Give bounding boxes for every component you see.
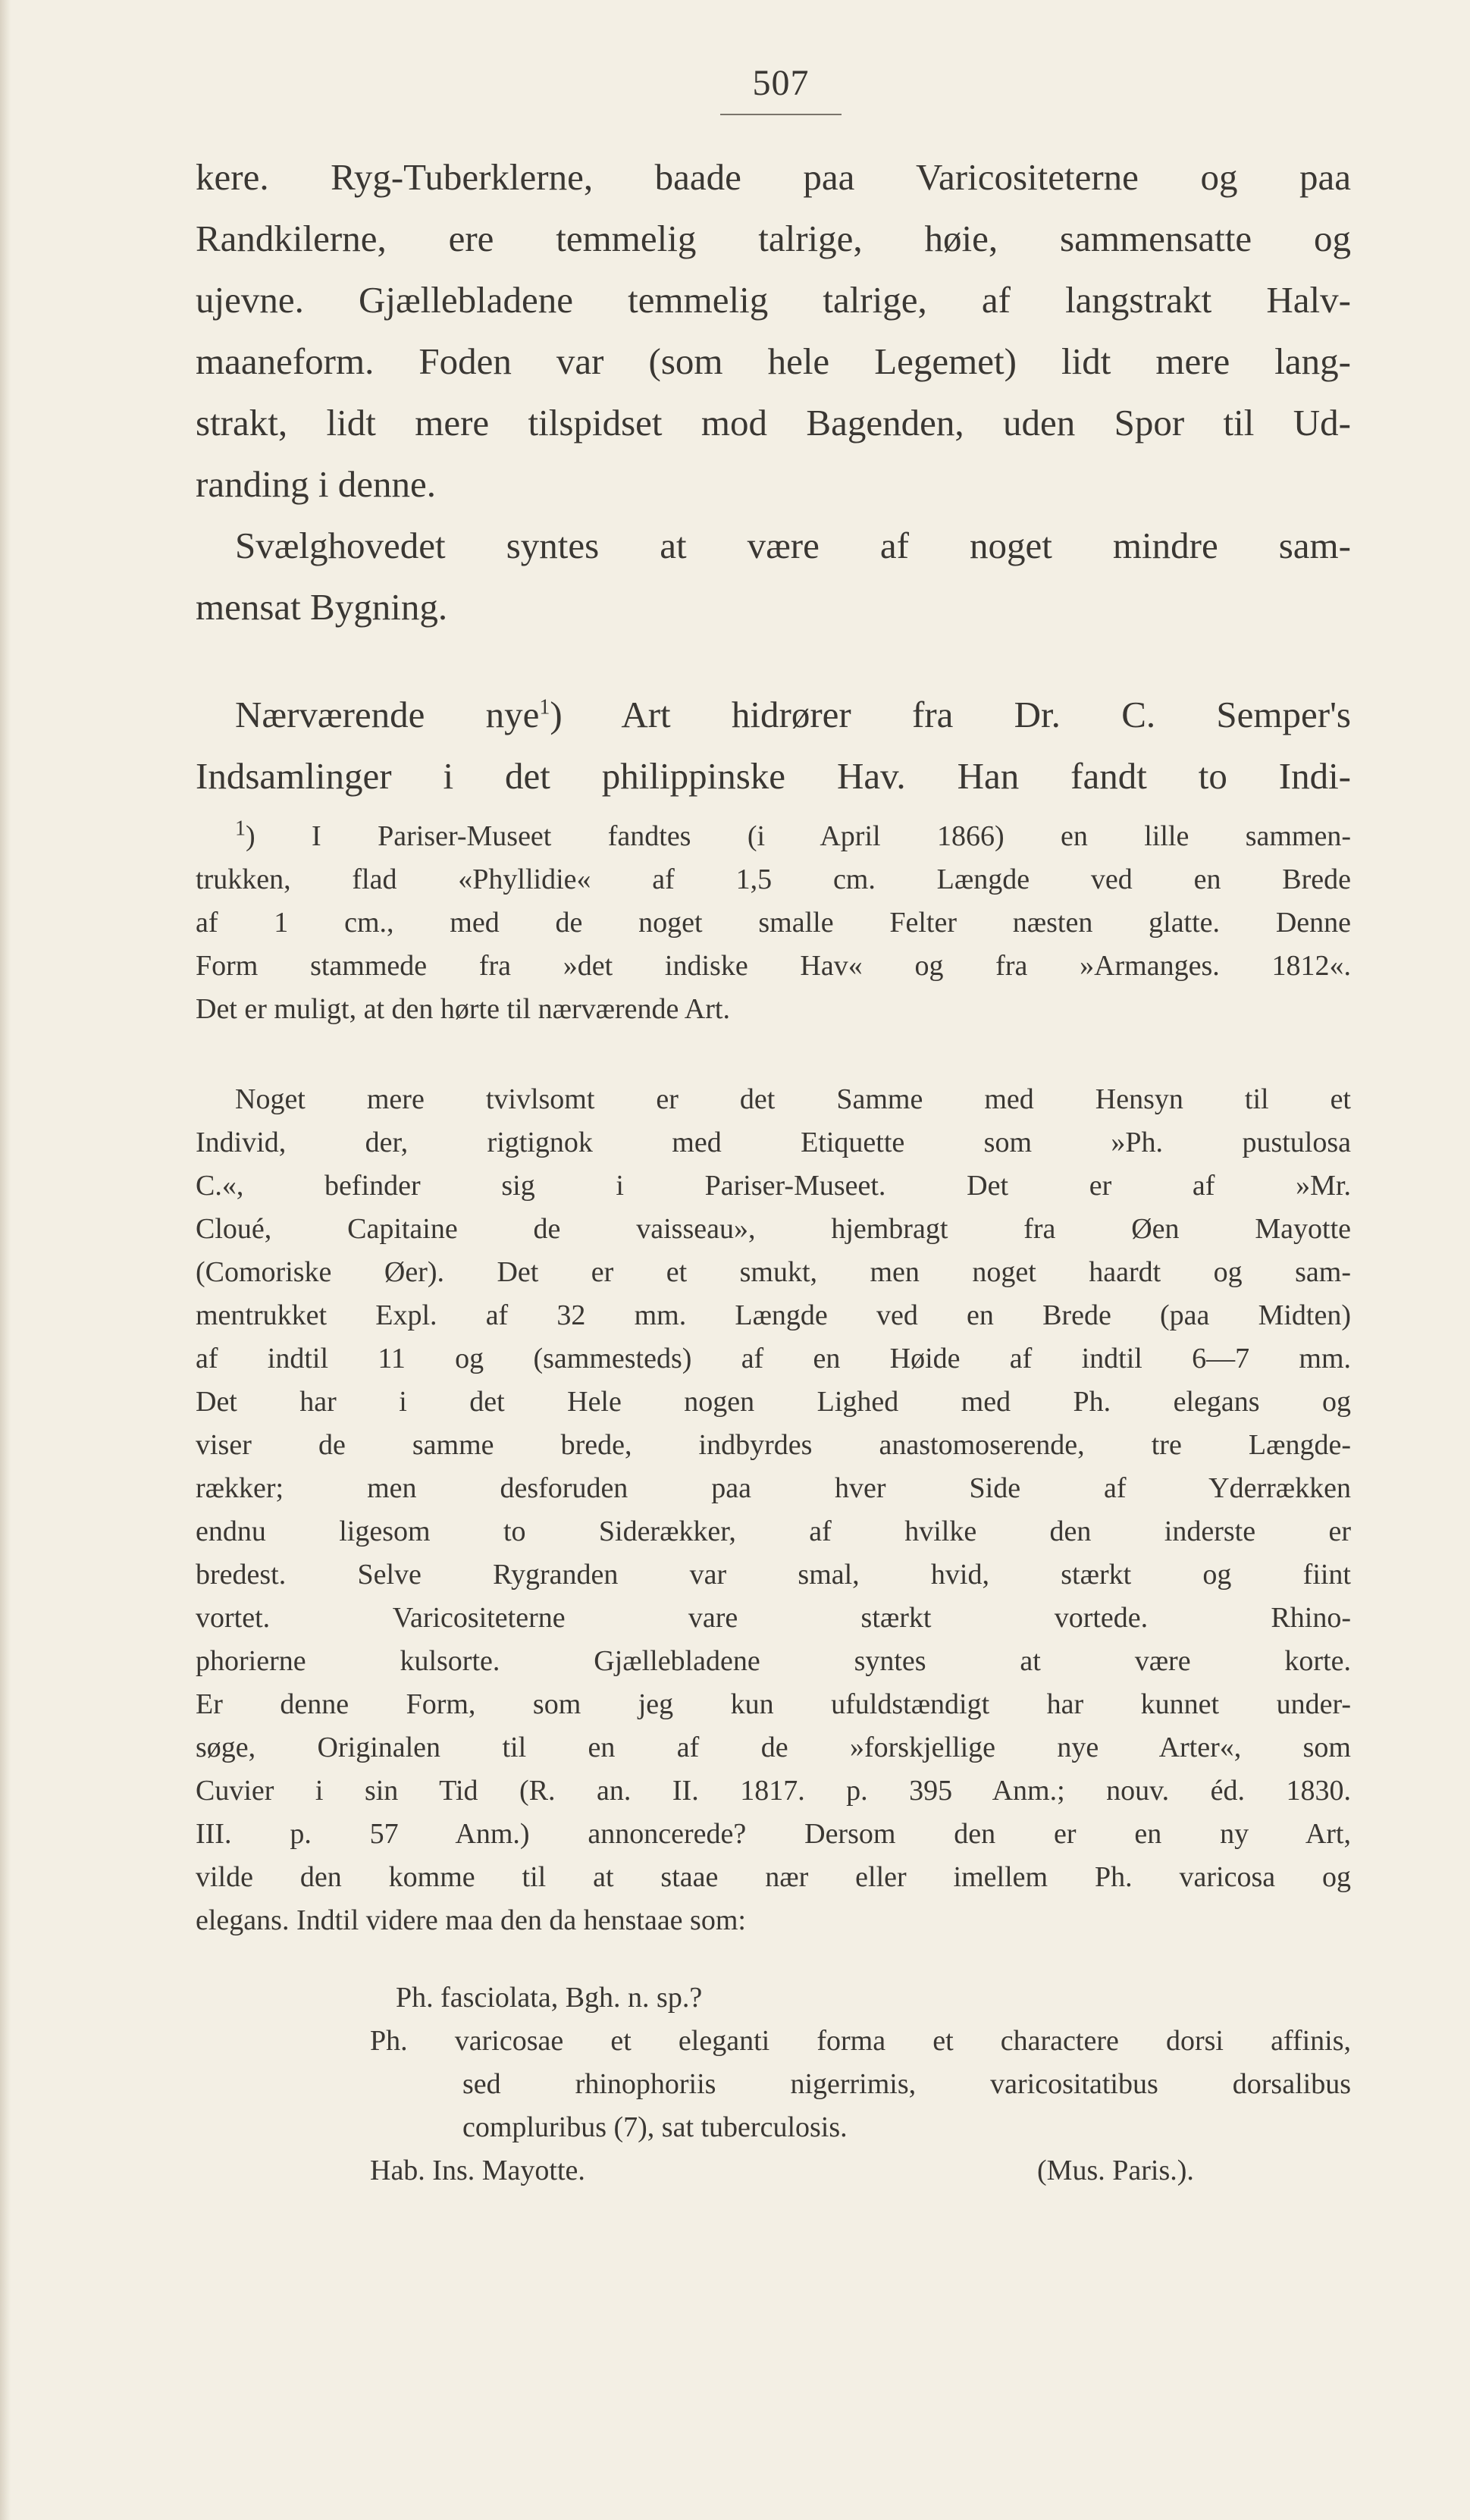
species-diagnosis bbox=[196, 1976, 1351, 2192]
text-line: Cuvier i sin Tid (R. an. II. 1817. p. 395 Anm.; nouv. éd. 1830. bbox=[196, 1775, 1351, 1807]
text-line: strakt, lidt mere tilspidset mod Bagenden, uden Spor til Ud- bbox=[196, 402, 1351, 444]
text-line: vilde den komme til at staae nær eller imellem Ph. varicosa og bbox=[196, 1861, 1351, 1893]
text-line: elegans. Indtil videre maa den da henstaae som: bbox=[196, 1904, 746, 1936]
text-line: bredest. Selve Rygranden var smal, hvid, stærkt og fiint bbox=[196, 1559, 1351, 1591]
habitat-line bbox=[196, 2149, 1351, 2192]
text-line: Svælghovedet syntes at være af noget mindre sam- bbox=[235, 525, 1351, 566]
text-line: phorierne kulsorte. Gjællebladene syntes at være korte. bbox=[196, 1645, 1351, 1677]
page-number: 507 bbox=[752, 63, 810, 103]
diagnosis-line: sed rhinophoriis nigerrimis, varicositatibus dorsalibus bbox=[462, 2068, 1351, 2100]
paragraph-1 bbox=[196, 146, 1351, 515]
text-line: maaneform. Foden var (som hele Legemet) lidt mere lang- bbox=[196, 340, 1351, 382]
page-edge-shadow bbox=[0, 0, 11, 2520]
text-line: søge, Originalen til en af de »forskjellige nye Arter«, som bbox=[196, 1732, 1351, 1763]
footnote-line: af 1 cm., med de noget smalle Felter næsten glatte. Denne bbox=[196, 907, 1351, 939]
text-line: C.«, befinder sig i Pariser-Museet. Det er af »Mr. bbox=[196, 1170, 1351, 1202]
text-line: ujevne. Gjællebladene temmelig talrige, af langstrakt Halv- bbox=[196, 279, 1351, 321]
footnote-marker: 1 bbox=[539, 695, 550, 719]
text-line: viser de samme brede, indbyrdes anastomoserende, tre Længde- bbox=[196, 1429, 1351, 1461]
text-line: (Comoriske Øer). Det er et smukt, men noget haardt og sam- bbox=[196, 1256, 1351, 1288]
footnote-line: Det er muligt, at den hørte til nærværende Art. bbox=[196, 993, 730, 1025]
text-line: mensat Bygning. bbox=[196, 586, 448, 628]
paragraph-2 bbox=[196, 515, 1351, 638]
text-line: af indtil 11 og (sammesteds) af en Høide af indtil 6—7 mm. bbox=[196, 1343, 1351, 1374]
footnote-line bbox=[196, 815, 1351, 858]
footnote-line: trukken, flad «Phyllidie« af 1,5 cm. Længde ved en Brede bbox=[196, 864, 1351, 895]
text-line: mentrukket Expl. af 32 mm. Længde ved en Brede (paa Midten) bbox=[196, 1299, 1351, 1331]
diagnosis-line: Ph. varicosae et eleganti forma et charactere dorsi affinis, bbox=[370, 2025, 1351, 2057]
text-segment: ) I Pariser-Museet fandtes (i April 1866) en lille sammen- bbox=[246, 820, 1351, 852]
text-line: Noget mere tvivlsomt er det Samme med Hensyn til et bbox=[235, 1083, 1351, 1115]
text-line bbox=[196, 684, 1351, 745]
text-line: Individ, der, rigtignok med Etiquette som »Ph. pustulosa bbox=[196, 1127, 1351, 1158]
footnote bbox=[196, 815, 1351, 1031]
text-line: kere. Ryg-Tuberklerne, baade paa Varicositeterne og paa bbox=[196, 156, 1351, 198]
text-line: III. p. 57 Anm.) annoncerede? Dersom den er en ny Art, bbox=[196, 1818, 1351, 1850]
text-line: Det har i det Hele nogen Lighed med Ph. elegans og bbox=[196, 1386, 1351, 1418]
text-line: randing i denne. bbox=[196, 463, 437, 505]
text-line: endnu ligesom to Siderækker, af hvilke den inderste er bbox=[196, 1515, 1351, 1547]
footnote-line: Form stammede fra »det indiske Hav« og fra »Armanges. 1812«. bbox=[196, 950, 1351, 982]
footnote-number: 1 bbox=[235, 816, 246, 841]
text-line: Cloué, Capitaine de vaisseau», hjembragt fra Øen Mayotte bbox=[196, 1213, 1351, 1245]
page-number-rule bbox=[720, 114, 842, 115]
text-segment: Nærværende nye bbox=[235, 694, 540, 735]
paragraph-4 bbox=[196, 1078, 1351, 1942]
text-line: Indsamlinger i det philippinske Hav. Han fandt to Indi- bbox=[196, 755, 1351, 797]
text-line: Er denne Form, som jeg kun ufuldstændigt har kunnet under- bbox=[196, 1688, 1351, 1720]
text-line: rækker; men desforuden paa hver Side af Yderrækken bbox=[196, 1472, 1351, 1504]
diagnosis-line: compluribus (7), sat tuberculosis. bbox=[462, 2111, 848, 2143]
habitat: Hab. Ins. Mayotte. bbox=[370, 2155, 585, 2186]
paragraph-3 bbox=[196, 684, 1351, 807]
museum-reference: (Mus. Paris.). bbox=[1037, 2155, 1194, 2186]
text-segment: ) Art hidrører fra Dr. C. Semper's bbox=[550, 694, 1351, 735]
text-line: vortet. Varicositeterne vare stærkt vortede. Rhino- bbox=[196, 1602, 1351, 1634]
species-name: Ph. fasciolata, Bgh. n. sp.? bbox=[396, 1982, 703, 2014]
text-line: Randkilerne, ere temmelig talrige, høie, sammensatte og bbox=[196, 218, 1351, 259]
